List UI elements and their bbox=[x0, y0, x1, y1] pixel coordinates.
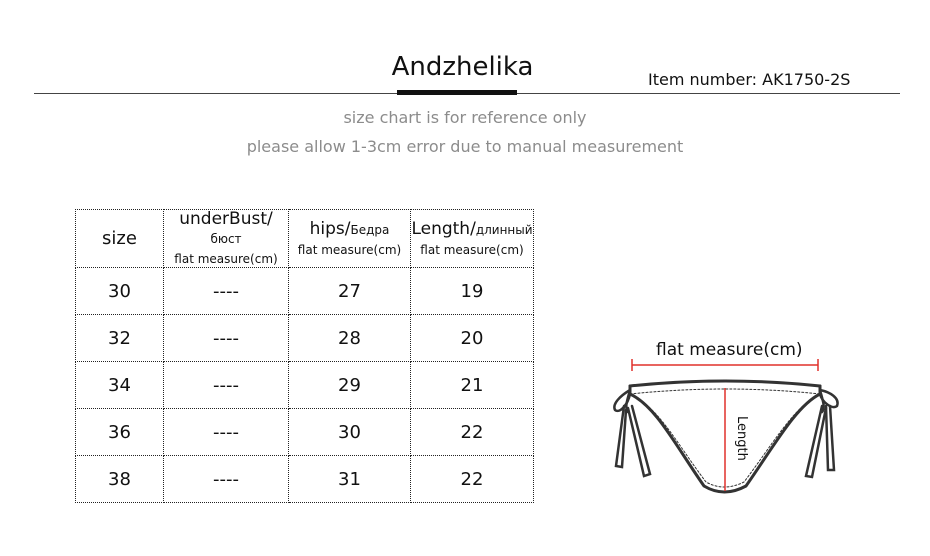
cell-hips: 29 bbox=[289, 362, 411, 409]
header-length: Length/длинный flat measure(cm) bbox=[411, 210, 534, 268]
cell-hips: 30 bbox=[289, 409, 411, 456]
size-chart-table bbox=[75, 209, 534, 503]
cell-underbust: ---- bbox=[164, 409, 289, 456]
cell-hips: 27 bbox=[289, 268, 411, 315]
cell-size: 36 bbox=[76, 409, 164, 456]
cell-hips: 28 bbox=[289, 315, 411, 362]
reference-note: size chart is for reference only bbox=[343, 108, 587, 127]
cell-underbust: ---- bbox=[164, 315, 289, 362]
length-label: Length bbox=[734, 416, 749, 461]
cell-size: 30 bbox=[76, 268, 164, 315]
table-header-row bbox=[76, 210, 534, 268]
header-size: size bbox=[76, 210, 164, 268]
cell-length: 22 bbox=[411, 456, 534, 503]
brand-title: Andzhelika bbox=[391, 52, 534, 82]
bikini-bottom-diagram bbox=[606, 336, 846, 511]
header-hips: hips/Бедра flat measure(cm) bbox=[289, 210, 411, 268]
table-row bbox=[76, 362, 534, 409]
cell-size: 38 bbox=[76, 456, 164, 503]
cell-length: 19 bbox=[411, 268, 534, 315]
error-note: please allow 1-3cm error due to manual measurement bbox=[246, 137, 684, 156]
cell-hips: 31 bbox=[289, 456, 411, 503]
cell-length: 20 bbox=[411, 315, 534, 362]
width-measure-line bbox=[632, 359, 818, 371]
cell-length: 21 bbox=[411, 362, 534, 409]
table-row bbox=[76, 315, 534, 362]
table-row bbox=[76, 268, 534, 315]
table-row bbox=[76, 409, 534, 456]
cell-underbust: ---- bbox=[164, 362, 289, 409]
cell-size: 32 bbox=[76, 315, 164, 362]
header-divider-accent bbox=[397, 90, 517, 95]
right-tie bbox=[806, 390, 838, 477]
item-number: Item number: AK1750-2S bbox=[648, 70, 851, 89]
table-row bbox=[76, 456, 534, 503]
flat-measure-label: flat measure(cm) bbox=[656, 340, 803, 360]
cell-underbust: ---- bbox=[164, 456, 289, 503]
cell-underbust: ---- bbox=[164, 268, 289, 315]
cell-length: 22 bbox=[411, 409, 534, 456]
cell-size: 34 bbox=[76, 362, 164, 409]
header-underbust: underBust/бюст flat measure(cm) bbox=[164, 210, 289, 268]
